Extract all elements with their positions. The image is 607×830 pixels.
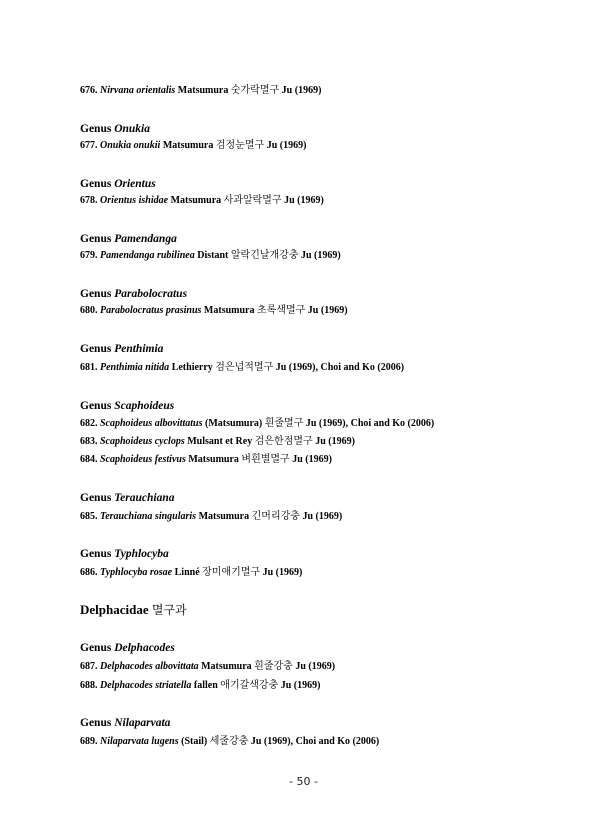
genus-name: Delphacodes <box>114 642 175 654</box>
species-korean-name: 검정눈멸구 <box>215 140 265 151</box>
species-number: 679. <box>80 250 98 261</box>
species-korean-name: 긴머리강충 <box>251 511 300 522</box>
species-korean-name: 검은한점멸구 <box>254 436 313 447</box>
genus-heading <box>80 287 187 301</box>
species-entry <box>80 566 302 580</box>
species-scientific-name: Delphacodes striatella <box>100 680 192 691</box>
species-reference: Ju (1969) <box>281 85 322 96</box>
species-korean-name: 숫가락멸구 <box>230 85 280 96</box>
genus-label: Genus <box>80 233 112 245</box>
species-korean-name: 흰줄멸구 <box>264 418 304 429</box>
species-number: 685. <box>80 511 98 522</box>
genus-heading <box>80 547 169 561</box>
species-entry <box>80 417 434 431</box>
species-reference: Ju (1969) <box>292 454 332 465</box>
species-number: 677. <box>80 140 98 151</box>
species-entry <box>80 660 335 674</box>
genus-heading <box>80 716 170 730</box>
genus-label: Genus <box>80 717 112 729</box>
genus-heading <box>80 232 177 246</box>
species-number: 678. <box>80 195 98 206</box>
species-scientific-name: Scaphoideus albovittatus <box>100 418 203 429</box>
species-entry <box>80 735 379 749</box>
species-korean-name: 벼흰별멸구 <box>241 454 290 465</box>
species-reference: Ju (1969) <box>280 680 321 691</box>
species-number: 687. <box>80 661 98 672</box>
genus-label: Genus <box>80 548 112 560</box>
species-entry <box>80 304 348 318</box>
species-number: 688. <box>80 680 98 691</box>
genus-name: Penthimia <box>114 343 164 355</box>
genus-heading <box>80 399 174 413</box>
species-author: Matsumura <box>201 661 252 672</box>
species-author: Linné <box>174 567 200 578</box>
family-name: Delphacidae <box>80 602 149 617</box>
species-number: 682. <box>80 418 98 429</box>
species-reference: Ju (1969) <box>301 250 341 261</box>
page-number: - 50 - <box>289 775 318 788</box>
species-author: Mulsant et Rey <box>187 436 253 447</box>
genus-heading <box>80 491 175 505</box>
species-author: (Matsumura) <box>205 418 263 429</box>
species-author: Matsumura <box>162 140 214 151</box>
species-reference: Ju (1969), Choi and Ko (2006) <box>250 736 380 747</box>
species-number: 686. <box>80 567 98 578</box>
species-reference: Ju (1969) <box>262 567 303 578</box>
genus-name: Onukia <box>114 123 150 135</box>
species-number: 680. <box>80 305 98 316</box>
species-author: Matsumura <box>198 511 250 522</box>
species-korean-name: 흰줄강충 <box>254 661 293 672</box>
species-entry <box>80 510 342 524</box>
species-reference: Ju (1969) <box>307 305 348 316</box>
species-korean-name: 사과알락멸구 <box>223 195 282 206</box>
genus-name: Terauchiana <box>114 492 175 504</box>
species-scientific-name: Penthimia nitida <box>100 362 170 373</box>
species-entry <box>80 453 332 467</box>
genus-label: Genus <box>80 288 112 300</box>
genus-label: Genus <box>80 343 112 355</box>
species-reference: Ju (1969) <box>295 661 336 672</box>
genus-label: Genus <box>80 492 112 504</box>
species-scientific-name: Nilaparvata lugens <box>100 736 179 747</box>
species-author: fallen <box>193 680 218 691</box>
species-scientific-name: Onukia onukii <box>100 140 161 151</box>
species-reference: Ju (1969), Choi and Ko (2006) <box>275 362 405 373</box>
genus-name: Scaphoideus <box>114 400 175 412</box>
genus-name: Orientus <box>114 178 156 190</box>
species-scientific-name: Nirvana orientalis <box>100 85 176 96</box>
genus-name: Typhlocyba <box>114 548 169 560</box>
species-scientific-name: Typhlocyba rosae <box>100 567 173 578</box>
species-scientific-name: Terauchiana singularis <box>100 511 197 522</box>
species-entry <box>80 249 341 263</box>
species-reference: Ju (1969) <box>266 140 307 151</box>
species-entry <box>80 435 355 449</box>
species-korean-name: 초록색멸구 <box>256 305 306 316</box>
species-korean-name: 알락긴날개강충 <box>230 250 299 261</box>
species-reference: Ju (1969), Choi and Ko (2006) <box>305 418 435 429</box>
species-number: 689. <box>80 736 98 747</box>
genus-label: Genus <box>80 123 112 135</box>
genus-heading <box>80 177 156 191</box>
genus-label: Genus <box>80 642 112 654</box>
species-scientific-name: Parabolocratus prasinus <box>100 305 202 316</box>
species-author: Matsumura <box>203 305 255 316</box>
species-author: Lethierry <box>171 362 213 373</box>
species-reference: Ju (1969) <box>284 195 324 206</box>
species-entry <box>80 194 324 208</box>
species-korean-name: 애기갈색강충 <box>220 680 279 691</box>
genus-heading <box>80 122 150 136</box>
genus-heading <box>80 641 175 655</box>
genus-label: Genus <box>80 178 112 190</box>
species-scientific-name: Pamendanga rubilinea <box>100 250 195 261</box>
genus-name: Parabolocratus <box>114 288 188 300</box>
species-scientific-name: Scaphoideus festivus <box>100 454 186 465</box>
genus-label: Genus <box>80 400 112 412</box>
species-author: Matsumura <box>177 85 229 96</box>
species-number: 683. <box>80 436 98 447</box>
genus-name: Nilaparvata <box>114 717 171 729</box>
genus-name: Pamendanga <box>114 233 177 245</box>
species-author: Matsumura <box>170 195 222 206</box>
species-scientific-name: Scaphoideus cyclops <box>100 436 185 447</box>
genus-heading <box>80 342 163 356</box>
species-number: 681. <box>80 362 98 373</box>
species-author: Matsumura <box>188 454 239 465</box>
species-author: (Stail) <box>181 736 208 747</box>
species-korean-name: 세줄강충 <box>209 736 249 747</box>
species-entry <box>80 84 321 98</box>
species-number: 676. <box>80 85 98 96</box>
species-entry <box>80 139 306 153</box>
family-heading <box>80 603 187 617</box>
species-korean-name: 검은넙적멸구 <box>215 362 274 373</box>
species-entry <box>80 361 404 375</box>
family-korean-name: 멸구과 <box>151 603 187 617</box>
species-scientific-name: Delphacodes albovittata <box>100 661 199 672</box>
species-korean-name: 장미애기멸구 <box>202 567 261 578</box>
species-reference: Ju (1969) <box>302 511 343 522</box>
species-scientific-name: Orientus ishidae <box>100 195 169 206</box>
species-entry <box>80 679 320 693</box>
species-number: 684. <box>80 454 98 465</box>
species-reference: Ju (1969) <box>315 436 355 447</box>
species-author: Distant <box>197 250 229 261</box>
